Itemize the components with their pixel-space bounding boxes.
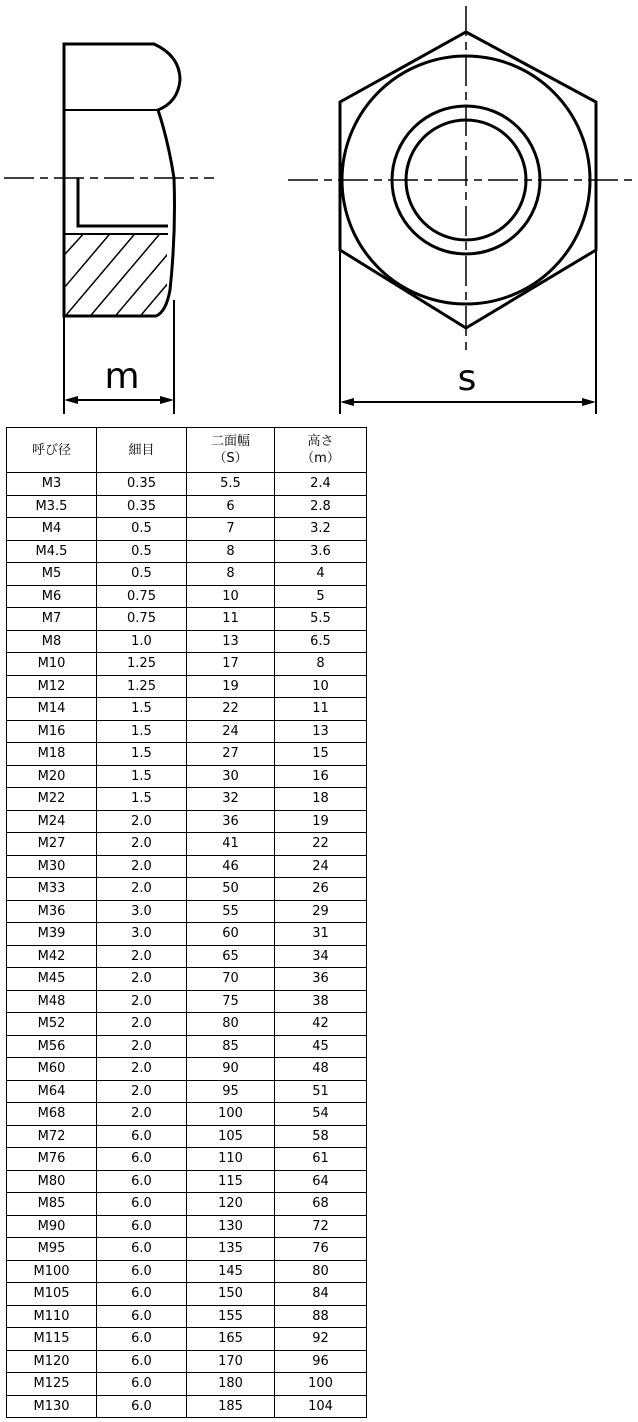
cell-fine-pitch: 6.0 xyxy=(97,1305,187,1328)
cell-height: 3.2 xyxy=(275,518,367,541)
cell-width-across-flats: 110 xyxy=(187,1148,275,1171)
cell-width-across-flats: 17 xyxy=(187,653,275,676)
cell-height: 36 xyxy=(275,968,367,991)
table-row xyxy=(7,473,367,496)
cell-height: 88 xyxy=(275,1305,367,1328)
cell-fine-pitch: 6.0 xyxy=(97,1373,187,1396)
table-row xyxy=(7,1305,367,1328)
cell-height: 11 xyxy=(275,698,367,721)
cell-width-across-flats: 32 xyxy=(187,788,275,811)
cell-fine-pitch: 2.0 xyxy=(97,855,187,878)
side-view-outline xyxy=(64,44,180,316)
table-row xyxy=(7,1328,367,1351)
cell-fine-pitch: 2.0 xyxy=(97,1103,187,1126)
cell-width-across-flats: 22 xyxy=(187,698,275,721)
cell-height: 2.4 xyxy=(275,473,367,496)
cell-fine-pitch: 6.0 xyxy=(97,1350,187,1373)
cell-width-across-flats: 70 xyxy=(187,968,275,991)
table-row xyxy=(7,630,367,653)
table-row xyxy=(7,518,367,541)
table-row xyxy=(7,1080,367,1103)
section-hatching xyxy=(0,210,255,340)
cell-width-across-flats: 50 xyxy=(187,878,275,901)
cell-width-across-flats: 11 xyxy=(187,608,275,631)
table-row xyxy=(7,608,367,631)
cell-fine-pitch: 2.0 xyxy=(97,968,187,991)
cell-fine-pitch: 2.0 xyxy=(97,990,187,1013)
table-row xyxy=(7,1260,367,1283)
cell-fine-pitch: 3.0 xyxy=(97,900,187,923)
cell-fine-pitch: 6.0 xyxy=(97,1125,187,1148)
cell-height: 2.8 xyxy=(275,495,367,518)
cell-nominal-size: M22 xyxy=(7,788,97,811)
spec-table xyxy=(6,427,367,1418)
table-row xyxy=(7,765,367,788)
cell-fine-pitch: 3.0 xyxy=(97,923,187,946)
cell-nominal-size: M90 xyxy=(7,1215,97,1238)
dimension-m-label: m xyxy=(104,356,140,397)
cell-fine-pitch: 0.5 xyxy=(97,518,187,541)
cell-fine-pitch: 1.5 xyxy=(97,720,187,743)
cell-width-across-flats: 145 xyxy=(187,1260,275,1283)
cell-height: 34 xyxy=(275,945,367,968)
cell-width-across-flats: 100 xyxy=(187,1103,275,1126)
table-row xyxy=(7,653,367,676)
table-row xyxy=(7,923,367,946)
cell-nominal-size: M10 xyxy=(7,653,97,676)
cell-width-across-flats: 155 xyxy=(187,1305,275,1328)
cell-width-across-flats: 46 xyxy=(187,855,275,878)
header-height: 高さ （m） xyxy=(275,428,367,473)
table-row xyxy=(7,990,367,1013)
cell-width-across-flats: 8 xyxy=(187,563,275,586)
cell-nominal-size: M39 xyxy=(7,923,97,946)
cell-width-across-flats: 130 xyxy=(187,1215,275,1238)
cell-nominal-size: M56 xyxy=(7,1035,97,1058)
cell-height: 3.6 xyxy=(275,540,367,563)
table-row xyxy=(7,1373,367,1396)
cell-nominal-size: M115 xyxy=(7,1328,97,1351)
table-row xyxy=(7,1170,367,1193)
cell-nominal-size: M24 xyxy=(7,810,97,833)
cell-nominal-size: M80 xyxy=(7,1170,97,1193)
table-row xyxy=(7,1058,367,1081)
cell-fine-pitch: 1.25 xyxy=(97,675,187,698)
cell-width-across-flats: 150 xyxy=(187,1283,275,1306)
cell-fine-pitch: 1.5 xyxy=(97,788,187,811)
cell-height: 5 xyxy=(275,585,367,608)
cell-fine-pitch: 6.0 xyxy=(97,1260,187,1283)
table-row xyxy=(7,1148,367,1171)
cell-nominal-size: M27 xyxy=(7,833,97,856)
cell-height: 13 xyxy=(275,720,367,743)
cell-nominal-size: M14 xyxy=(7,698,97,721)
cell-fine-pitch: 0.35 xyxy=(97,473,187,496)
cell-fine-pitch: 6.0 xyxy=(97,1170,187,1193)
cell-fine-pitch: 2.0 xyxy=(97,810,187,833)
cell-height: 80 xyxy=(275,1260,367,1283)
cell-height: 42 xyxy=(275,1013,367,1036)
table-row xyxy=(7,1013,367,1036)
table-header-row xyxy=(7,428,367,473)
table-row xyxy=(7,900,367,923)
cell-width-across-flats: 185 xyxy=(187,1395,275,1418)
cell-width-across-flats: 85 xyxy=(187,1035,275,1058)
cell-nominal-size: M16 xyxy=(7,720,97,743)
table-row xyxy=(7,1193,367,1216)
cell-height: 51 xyxy=(275,1080,367,1103)
dimension-s-arrow-right xyxy=(582,398,596,406)
cell-width-across-flats: 6 xyxy=(187,495,275,518)
table-row xyxy=(7,675,367,698)
cell-height: 18 xyxy=(275,788,367,811)
table-row xyxy=(7,1215,367,1238)
header-nominal-size: 呼び径 xyxy=(7,428,97,473)
header-width-across-flats: 二面幅 （S） xyxy=(187,428,275,473)
table-row xyxy=(7,1283,367,1306)
cell-width-across-flats: 75 xyxy=(187,990,275,1013)
cell-nominal-size: M33 xyxy=(7,878,97,901)
table-row xyxy=(7,878,367,901)
cell-width-across-flats: 90 xyxy=(187,1058,275,1081)
cell-height: 26 xyxy=(275,878,367,901)
table-row xyxy=(7,720,367,743)
cell-width-across-flats: 30 xyxy=(187,765,275,788)
table-row xyxy=(7,810,367,833)
cell-nominal-size: M72 xyxy=(7,1125,97,1148)
cell-height: 64 xyxy=(275,1170,367,1193)
cell-height: 104 xyxy=(275,1395,367,1418)
cell-nominal-size: M8 xyxy=(7,630,97,653)
cell-fine-pitch: 1.5 xyxy=(97,765,187,788)
cell-width-across-flats: 135 xyxy=(187,1238,275,1261)
table-row xyxy=(7,1395,367,1418)
cell-nominal-size: M125 xyxy=(7,1373,97,1396)
cell-nominal-size: M36 xyxy=(7,900,97,923)
cell-height: 4 xyxy=(275,563,367,586)
table-row xyxy=(7,540,367,563)
cell-nominal-size: M85 xyxy=(7,1193,97,1216)
cell-height: 68 xyxy=(275,1193,367,1216)
table-row xyxy=(7,945,367,968)
side-view-thread-line xyxy=(78,178,168,226)
cell-fine-pitch: 1.5 xyxy=(97,743,187,766)
cell-height: 6.5 xyxy=(275,630,367,653)
cell-height: 38 xyxy=(275,990,367,1013)
cell-nominal-size: M105 xyxy=(7,1283,97,1306)
cell-width-across-flats: 27 xyxy=(187,743,275,766)
cell-width-across-flats: 36 xyxy=(187,810,275,833)
table-row xyxy=(7,1350,367,1373)
cell-fine-pitch: 2.0 xyxy=(97,833,187,856)
cell-width-across-flats: 170 xyxy=(187,1350,275,1373)
cell-nominal-size: M3.5 xyxy=(7,495,97,518)
cell-nominal-size: M18 xyxy=(7,743,97,766)
cell-nominal-size: M7 xyxy=(7,608,97,631)
cell-height: 84 xyxy=(275,1283,367,1306)
cell-height: 72 xyxy=(275,1215,367,1238)
dimension-m-arrow-right xyxy=(160,396,174,404)
cell-nominal-size: M42 xyxy=(7,945,97,968)
table-row xyxy=(7,1035,367,1058)
table-row xyxy=(7,495,367,518)
cell-height: 19 xyxy=(275,810,367,833)
dimension-s-arrow-left xyxy=(340,398,354,406)
cell-nominal-size: M4.5 xyxy=(7,540,97,563)
table-row xyxy=(7,585,367,608)
cell-width-across-flats: 165 xyxy=(187,1328,275,1351)
cell-nominal-size: M100 xyxy=(7,1260,97,1283)
cell-width-across-flats: 105 xyxy=(187,1125,275,1148)
table-row xyxy=(7,1238,367,1261)
cell-fine-pitch: 2.0 xyxy=(97,1013,187,1036)
cell-width-across-flats: 60 xyxy=(187,923,275,946)
cell-width-across-flats: 115 xyxy=(187,1170,275,1193)
cell-height: 8 xyxy=(275,653,367,676)
cell-width-across-flats: 55 xyxy=(187,900,275,923)
table-row xyxy=(7,1125,367,1148)
cell-nominal-size: M48 xyxy=(7,990,97,1013)
cell-fine-pitch: 0.75 xyxy=(97,585,187,608)
cell-fine-pitch: 6.0 xyxy=(97,1238,187,1261)
cell-width-across-flats: 10 xyxy=(187,585,275,608)
cell-height: 5.5 xyxy=(275,608,367,631)
cell-fine-pitch: 2.0 xyxy=(97,1058,187,1081)
cell-fine-pitch: 6.0 xyxy=(97,1283,187,1306)
cell-width-across-flats: 41 xyxy=(187,833,275,856)
cell-width-across-flats: 80 xyxy=(187,1013,275,1036)
cell-nominal-size: M120 xyxy=(7,1350,97,1373)
cell-nominal-size: M45 xyxy=(7,968,97,991)
cell-nominal-size: M4 xyxy=(7,518,97,541)
cell-nominal-size: M3 xyxy=(7,473,97,496)
cell-height: 15 xyxy=(275,743,367,766)
cell-height: 29 xyxy=(275,900,367,923)
cell-fine-pitch: 2.0 xyxy=(97,878,187,901)
cell-fine-pitch: 0.35 xyxy=(97,495,187,518)
cell-width-across-flats: 24 xyxy=(187,720,275,743)
cell-height: 45 xyxy=(275,1035,367,1058)
cell-width-across-flats: 5.5 xyxy=(187,473,275,496)
cell-height: 10 xyxy=(275,675,367,698)
table-row xyxy=(7,563,367,586)
cell-nominal-size: M30 xyxy=(7,855,97,878)
cell-fine-pitch: 1.0 xyxy=(97,630,187,653)
cell-width-across-flats: 120 xyxy=(187,1193,275,1216)
cell-nominal-size: M52 xyxy=(7,1013,97,1036)
header-fine-pitch: 細目 xyxy=(97,428,187,473)
cell-nominal-size: M110 xyxy=(7,1305,97,1328)
cell-height: 22 xyxy=(275,833,367,856)
cell-fine-pitch: 6.0 xyxy=(97,1395,187,1418)
table-body xyxy=(7,473,367,1418)
cell-height: 16 xyxy=(275,765,367,788)
cell-width-across-flats: 65 xyxy=(187,945,275,968)
cell-fine-pitch: 1.25 xyxy=(97,653,187,676)
cell-fine-pitch: 0.5 xyxy=(97,563,187,586)
cell-height: 31 xyxy=(275,923,367,946)
cell-height: 76 xyxy=(275,1238,367,1261)
cell-nominal-size: M68 xyxy=(7,1103,97,1126)
cell-fine-pitch: 2.0 xyxy=(97,1080,187,1103)
cell-nominal-size: M95 xyxy=(7,1238,97,1261)
cell-fine-pitch: 0.75 xyxy=(97,608,187,631)
cell-height: 92 xyxy=(275,1328,367,1351)
cell-nominal-size: M20 xyxy=(7,765,97,788)
table-row xyxy=(7,698,367,721)
table-row xyxy=(7,968,367,991)
cell-height: 54 xyxy=(275,1103,367,1126)
cell-nominal-size: M130 xyxy=(7,1395,97,1418)
cell-fine-pitch: 6.0 xyxy=(97,1215,187,1238)
table-row xyxy=(7,743,367,766)
cell-nominal-size: M5 xyxy=(7,563,97,586)
cell-width-across-flats: 19 xyxy=(187,675,275,698)
table-row xyxy=(7,833,367,856)
cell-height: 48 xyxy=(275,1058,367,1081)
dimension-s-label: s xyxy=(457,358,477,399)
cell-fine-pitch: 6.0 xyxy=(97,1193,187,1216)
table-row xyxy=(7,1103,367,1126)
cell-height: 96 xyxy=(275,1350,367,1373)
cell-width-across-flats: 95 xyxy=(187,1080,275,1103)
cell-width-across-flats: 180 xyxy=(187,1373,275,1396)
cell-height: 61 xyxy=(275,1148,367,1171)
table-row xyxy=(7,855,367,878)
cell-nominal-size: M76 xyxy=(7,1148,97,1171)
cell-nominal-size: M64 xyxy=(7,1080,97,1103)
cell-height: 58 xyxy=(275,1125,367,1148)
nut-technical-drawing xyxy=(0,0,638,420)
cell-width-across-flats: 7 xyxy=(187,518,275,541)
cell-height: 24 xyxy=(275,855,367,878)
cell-fine-pitch: 6.0 xyxy=(97,1328,187,1351)
cell-height: 100 xyxy=(275,1373,367,1396)
cell-fine-pitch: 6.0 xyxy=(97,1148,187,1171)
cell-fine-pitch: 1.5 xyxy=(97,698,187,721)
cell-nominal-size: M6 xyxy=(7,585,97,608)
cell-fine-pitch: 2.0 xyxy=(97,945,187,968)
cell-nominal-size: M60 xyxy=(7,1058,97,1081)
cell-width-across-flats: 13 xyxy=(187,630,275,653)
front-view xyxy=(288,6,634,414)
cell-fine-pitch: 0.5 xyxy=(97,540,187,563)
cell-width-across-flats: 8 xyxy=(187,540,275,563)
cell-nominal-size: M12 xyxy=(7,675,97,698)
table-row xyxy=(7,788,367,811)
dimension-m-arrow-left xyxy=(64,396,78,404)
cell-fine-pitch: 2.0 xyxy=(97,1035,187,1058)
